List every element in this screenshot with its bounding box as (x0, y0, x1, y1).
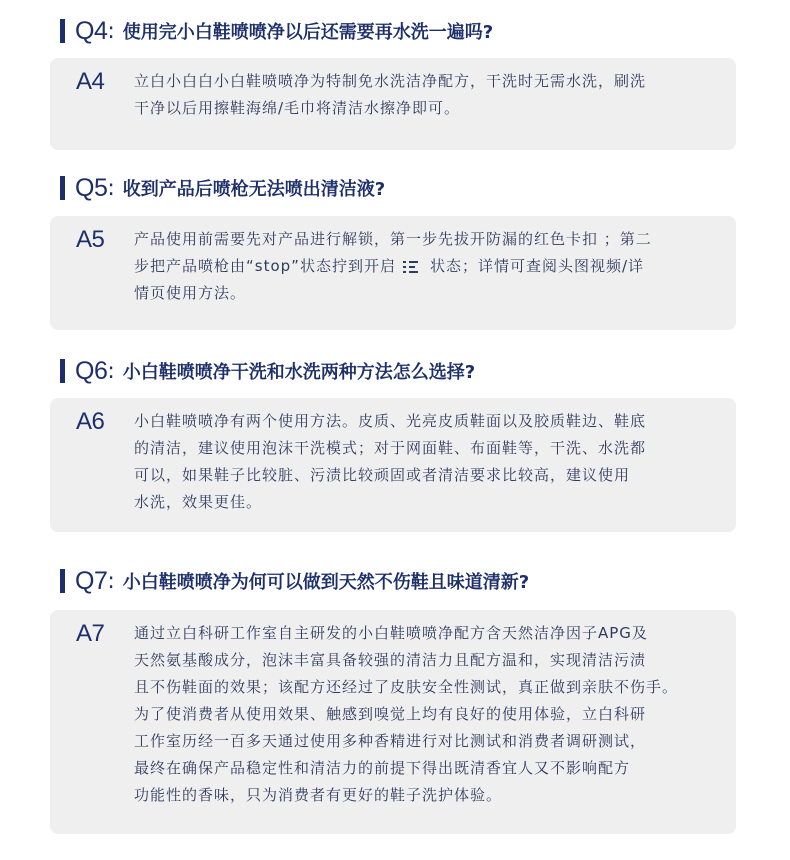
question-text: 使用完小白鞋喷喷净以后还需要再水洗一遍吗? (122, 22, 494, 43)
question-text: 小白鞋喷喷净干洗和水洗两种方法怎么选择? (122, 362, 476, 383)
answer-text: 通过立白科研工作室自主研发的小白鞋喷喷净配方含天然洁净因子APG及 天然氨基酸成分，泡沫丰富具备较强的清洁力且配方温和，实现清洁污渍 且不伤鞋面的效果；该配方还经过了皮肤安全性测试，真正做到亲肤不伤手。 为了使消费者从使用效果、触感到嗅觉上均有良好的使用体验，立白科研 工作室历经一百多天通过使用多种香精进行对比测试和消费者调研测试， 最终在确保产品稳定性和清洁力的前提下得出既清香宜人又不影响配方 功能性的香味，只为消费者有更好的鞋子洗护体验。 (134, 624, 679, 804)
question-text: 收到产品后喷枪无法喷出清洁液? (122, 179, 386, 200)
answer-label: A6 (76, 408, 105, 435)
question-marker-bar (60, 176, 65, 200)
answer-box (50, 610, 736, 834)
spray-mode-icon (402, 260, 424, 274)
question-row (60, 16, 493, 46)
question-marker-bar (60, 359, 65, 383)
answer-text-part1: 产品使用前需要先对产品进行解锁，第一步先拔开防漏的红色卡扣 ；第二 步把产品喷枪由“stop”状态拧到开启 (134, 230, 652, 275)
answer-text: 小白鞋喷喷净有两个使用方法。皮质、光亮皮质鞋面以及胶质鞋边、鞋底 的清洁，建议使用泡沫干洗模式；对于网面鞋、布面鞋等，干洗、水洗都 可以，如果鞋子比较脏、污渍比较顽固或者清洁要求比较高，建议使用 水洗，效果更佳。 (134, 412, 647, 511)
question-colon: : (107, 175, 115, 201)
answer-label: A5 (76, 226, 105, 253)
answer-box (50, 216, 736, 330)
question-label: Q7 (75, 566, 108, 595)
question-text: 小白鞋喷喷净为何可以做到天然不伤鞋且味道清新? (122, 572, 530, 593)
answer-text: 立白小白白小白鞋喷喷净为特制免水洗洁净配方，干洗时无需水洗，刷洗 干净以后用擦鞋海绵/毛巾将清洁水擦净即可。 (134, 72, 647, 117)
question-colon: : (107, 358, 115, 384)
question-label: Q6 (75, 356, 108, 385)
question-colon: : (107, 18, 115, 44)
answer-label: A4 (76, 68, 105, 95)
question-label: Q4 (75, 16, 108, 45)
question-label: Q5 (75, 173, 108, 202)
question-row (60, 173, 385, 203)
question-row (60, 356, 475, 386)
answer-box (50, 398, 736, 532)
question-colon: : (107, 568, 115, 594)
answer-label: A7 (76, 620, 105, 647)
answer-text-part2: 状态；详情可查阅头图视频/详 情页使用方法。 (134, 257, 645, 302)
question-marker-bar (60, 569, 65, 593)
question-marker-bar (60, 19, 65, 43)
question-row (60, 566, 529, 596)
answer-text (134, 226, 718, 307)
answer-box (50, 58, 736, 150)
